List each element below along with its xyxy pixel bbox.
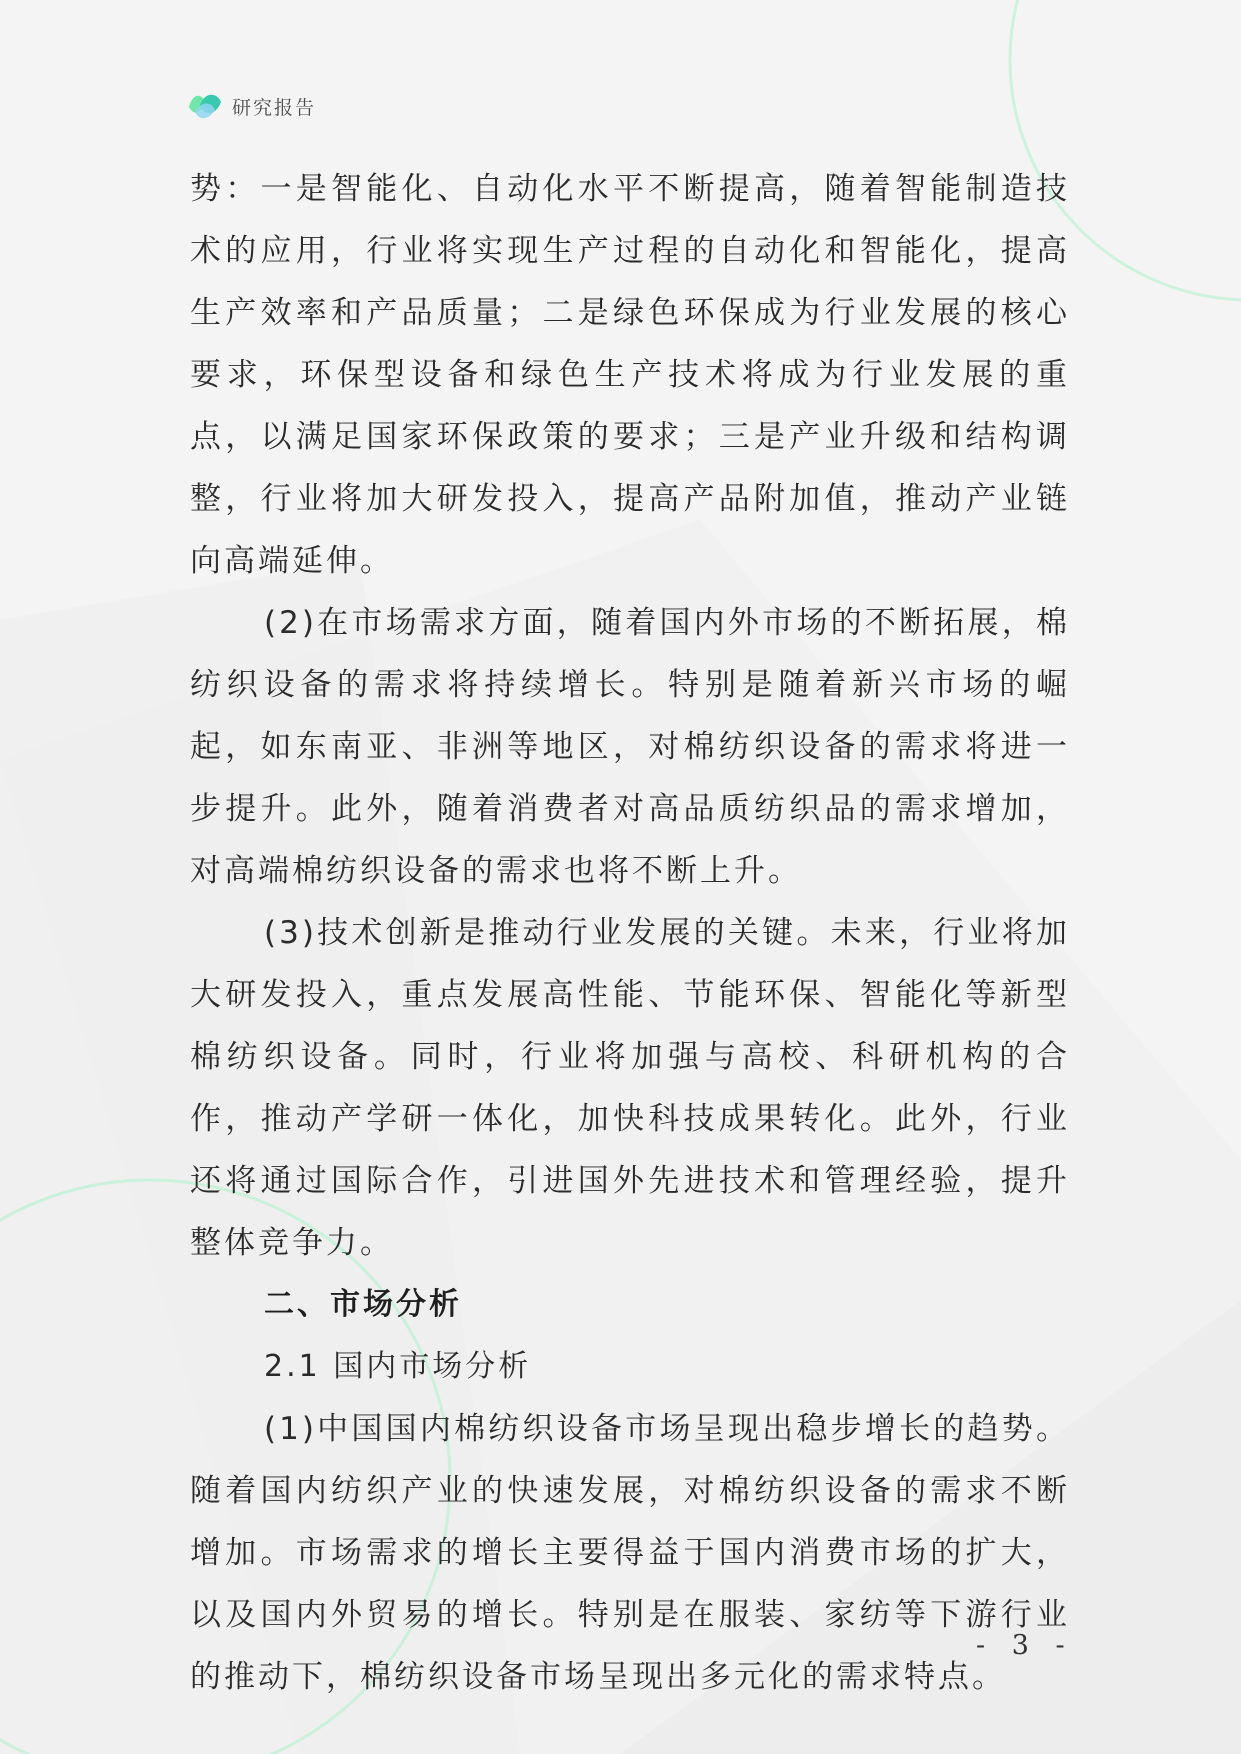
paragraph-market-demand: (2)在市场需求方面，随着国内外市场的不断拓展，棉纺织设备的需求将持续增长。特别是随着新兴市场的崛起，如东南亚、非洲等地区，对棉纺织设备的需求将进一步提升。此外，随着消费者对高品质纺织品的需求增加，对高端棉纺织设备的需求也将不断上升。 bbox=[190, 605, 1070, 889]
leaf-logo-icon bbox=[186, 90, 224, 122]
page-number: - 3 - bbox=[976, 1630, 1074, 1661]
subsection-heading: 2.1 国内市场分析 bbox=[264, 1349, 532, 1384]
document-body bbox=[190, 158, 1070, 1708]
paragraph-technology-innovation: (3)技术创新是推动行业发展的关键。未来，行业将加大研发投入，重点发展高性能、节能环保、智能化等新型棉纺织设备。同时，行业将加强与高校、科研机构的合作，推动产学研一体化，加快科技成果转化。此外，行业还将通过国际合作，引进国外先进技术和管理经验，提升整体竞争力。 bbox=[190, 915, 1070, 1261]
section-heading: 二、市场分析 bbox=[264, 1287, 462, 1322]
report-header bbox=[186, 86, 316, 126]
paragraph-domestic-market: (1)中国国内棉纺织设备市场呈现出稳步增长的趋势。随着国内纺织产业的快速发展，对棉纺织设备的需求不断增加。市场需求的增长主要得益于国内消费市场的扩大，以及国内外贸易的增长。特别是在服装、家纺等下游行业的推动下，棉纺织设备市场呈现出多元化的需求特点。 bbox=[190, 1411, 1070, 1695]
header-title: 研究报告 bbox=[232, 96, 317, 119]
paragraph-trends: 势：一是智能化、自动化水平不断提高，随着智能制造技术的应用，行业将实现生产过程的自动化和智能化，提高生产效率和产品质量；二是绿色环保成为行业发展的核心要求，环保型设备和绿色生产技术将成为行业发展的重点，以满足国家环保政策的要求；三是产业升级和结构调整，行业将加大研发投入，提高产品附加值，推动产业链向高端延伸。 bbox=[190, 171, 1070, 579]
